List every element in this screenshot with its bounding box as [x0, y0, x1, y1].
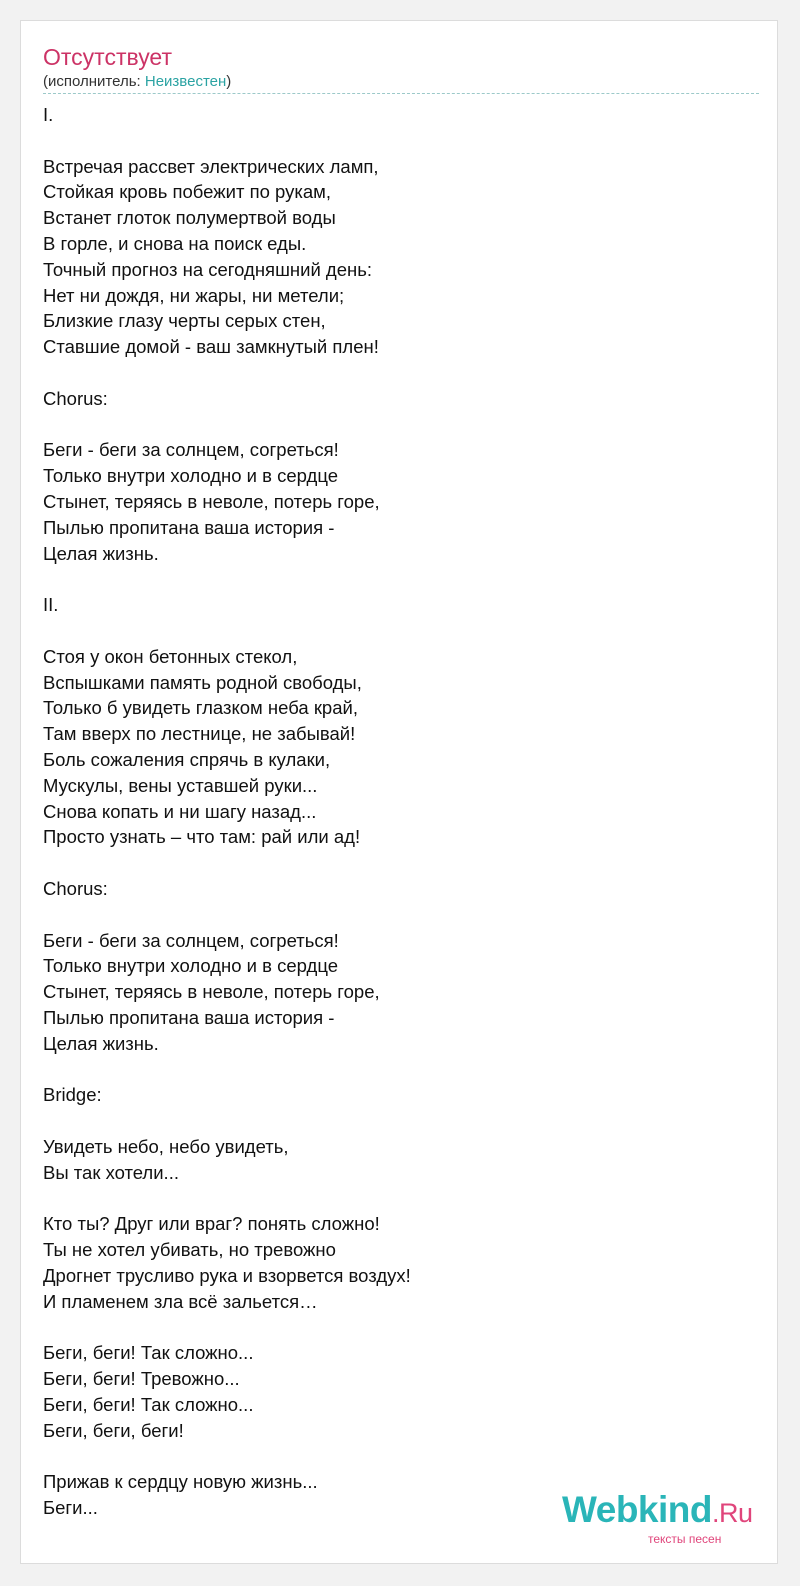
lyric-line: I. — [43, 104, 54, 125]
lyric-line — [43, 412, 411, 438]
lyric-line: Bridge: — [43, 1084, 102, 1106]
lyric-line: Встанет глоток полумертвой воды — [43, 207, 336, 229]
lyric-line: Стынет, теряясь в неволе, потерь горе, — [43, 981, 380, 1003]
lyric-line: Ты не хотел убивать, но тревожно — [43, 1239, 336, 1261]
lyric-line: Беги, беги, беги! — [43, 1419, 184, 1441]
lyric-line: Увидеть небо, небо увидеть, — [43, 1135, 289, 1157]
lyric-line: Chorus: — [43, 387, 108, 409]
webkind-logo[interactable] — [562, 1488, 762, 1548]
artist-byline — [43, 73, 231, 91]
lyric-line: Дрогнет трусливо рука и взорвется воздух! — [43, 1264, 411, 1286]
lyric-line: Стынет, теряясь в неволе, потерь горе, — [43, 490, 380, 512]
lyric-line: Беги... — [43, 1497, 98, 1519]
logo-tld: .Ru — [712, 1498, 753, 1528]
header-divider — [43, 93, 759, 94]
lyric-line: Вы так хотели... — [43, 1161, 179, 1183]
lyric-line — [43, 618, 411, 644]
lyric-line: Пылью пропитана ваша история - — [43, 516, 335, 538]
lyric-line — [43, 1056, 411, 1082]
lyric-line — [43, 1443, 411, 1469]
lyric-line: Стоя у окон бетонных стекол, — [43, 645, 298, 667]
lyric-line: Только внутри холодно и в сердце — [43, 955, 338, 977]
artist-prefix: (исполнитель: — [43, 73, 145, 90]
lyrics-text — [43, 102, 411, 1521]
lyric-line: Стойкая кровь побежит по рукам, — [43, 181, 331, 203]
lyric-line: Вспышками память родной свободы, — [43, 671, 362, 693]
lyric-line: И пламенем зла всё зальется… — [43, 1290, 318, 1312]
lyric-line: Снова копать и ни шагу назад... — [43, 800, 317, 822]
lyric-line — [43, 1108, 411, 1134]
lyric-line: Пылью пропитана ваша история - — [43, 1006, 335, 1028]
lyric-line: Просто узнать – что там: рай или ад! — [43, 826, 361, 848]
logo-brand — [562, 1488, 753, 1535]
lyric-line: Нет ни дождя, ни жары, ни метели; — [43, 284, 345, 306]
logo-brand-name: Webkind — [562, 1489, 712, 1530]
artist-link[interactable]: Неизвестен — [144, 73, 227, 90]
lyric-line: Беги - беги за солнцем, согреться! — [43, 439, 339, 461]
song-title: Отсутствует — [43, 44, 172, 70]
lyric-line — [43, 1314, 411, 1340]
lyric-line: Целая жизнь. — [43, 542, 159, 564]
lyric-line — [43, 1185, 411, 1211]
lyric-line: Chorus: — [43, 877, 108, 899]
lyric-line: Только б увидеть глазком неба край, — [43, 697, 358, 719]
lyric-line: Мускулы, вены уставшей руки... — [43, 774, 318, 796]
lyric-line: Ставшие домой - ваш замкнутый плен! — [43, 336, 379, 358]
lyric-line — [43, 902, 411, 928]
lyric-line: Точный прогноз на сегодняшний день: — [43, 258, 373, 280]
lyric-line: Только внутри холодно и в сердце — [43, 465, 338, 487]
lyric-line: Кто ты? Друг или враг? понять сложно! — [43, 1213, 380, 1235]
lyric-line: Беги, беги! Так сложно... — [43, 1342, 254, 1364]
lyric-line: Целая жизнь. — [43, 1032, 159, 1054]
lyric-line — [43, 128, 411, 154]
lyric-line: Беги - беги за солнцем, согреться! — [43, 929, 339, 951]
lyrics-card — [20, 20, 778, 1564]
artist-suffix: ) — [226, 73, 232, 90]
lyric-line — [43, 850, 411, 876]
lyric-line: Встречая рассвет электрических ламп, — [43, 155, 379, 177]
lyric-line: Прижав к сердцу новую жизнь... — [43, 1471, 318, 1493]
lyric-line: В горле, и снова на поиск еды. — [43, 232, 307, 254]
logo-tagline: тексты песен — [648, 1532, 722, 1546]
lyric-line — [43, 360, 411, 386]
lyric-line: Близкие глазу черты серых стен, — [43, 310, 326, 332]
lyric-line: Боль сожаления спрячь в кулаки, — [43, 748, 331, 770]
lyric-line: Беги, беги! Так сложно... — [43, 1393, 254, 1415]
lyric-line: Там вверх по лестнице, не забывай! — [43, 723, 356, 745]
lyric-line — [43, 566, 411, 592]
lyric-line: II. — [43, 594, 59, 616]
lyric-line: Беги, беги! Тревожно... — [43, 1368, 240, 1390]
